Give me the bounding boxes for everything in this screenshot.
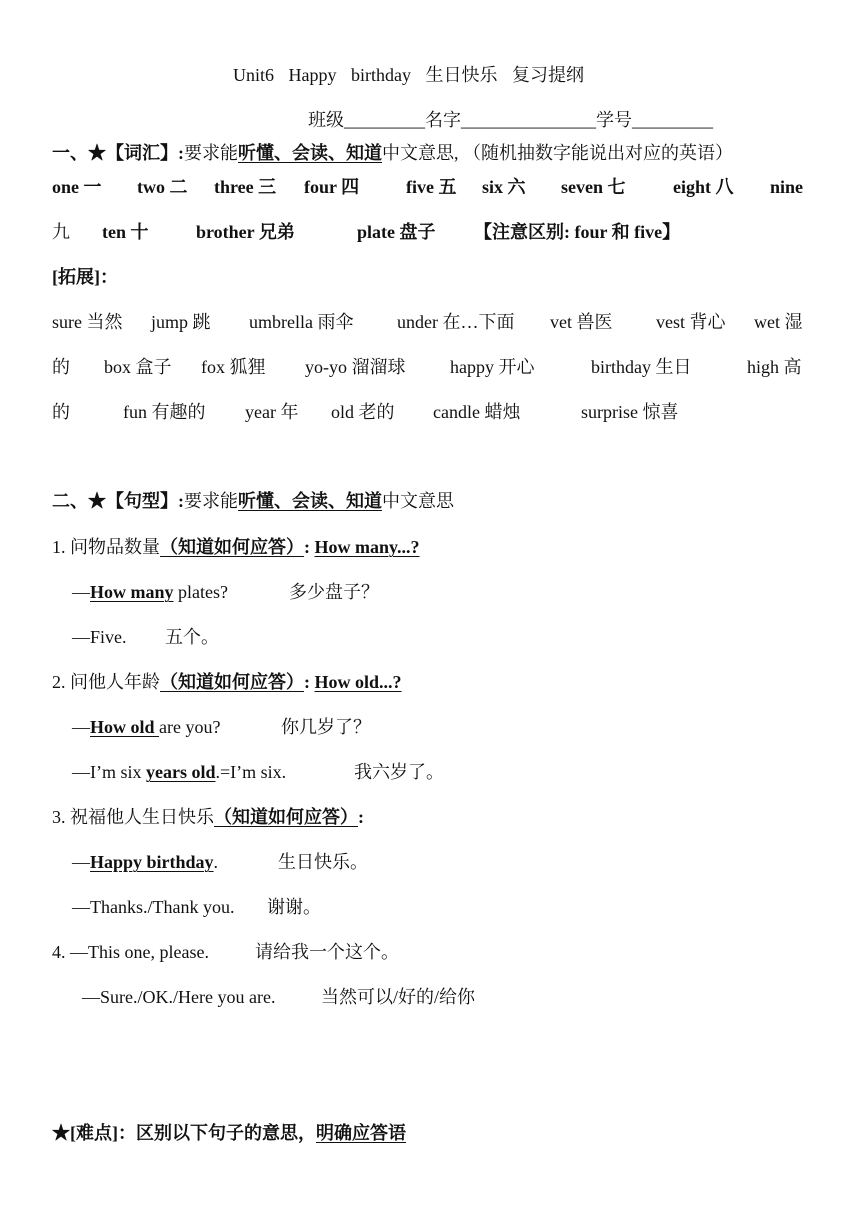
q2-pattern: How old...? [314,672,402,692]
vocab-word: ten 十 [102,222,149,242]
q1-line [52,536,420,558]
q2-answer-1-cn: 你几岁了？ [281,717,371,737]
q1-key: How many [90,582,174,602]
q1-rest: plates? [173,582,228,602]
q1-answer-2-cn: 五个。 [165,627,219,647]
class-field[interactable]: 班级_________ [308,110,425,130]
q1-pattern: How many...? [314,537,420,557]
q1-colon: : [304,537,310,557]
ext-word: candle 蜡烛 [433,402,521,422]
ext-word: box 盒子 [104,357,172,377]
section2-heading-line [52,490,454,512]
section1-intro-post: 中文意思, （随机抽数字能说出对应的英语） [382,143,733,163]
difficulty-heading: ★[难点]：区别以下句子的意思， [52,1123,316,1143]
ext-word: vest 背心 [656,312,726,332]
vocab-word: 九 [52,222,70,242]
number-field[interactable]: 学号_________ [596,110,713,130]
q3-number: 3. [52,807,66,827]
dash: — [72,582,90,602]
section2-heading: 二、★【句型】: [52,491,184,511]
section2-intro-post: 中文意思 [382,491,454,511]
ext-word: vet 兽医 [550,312,613,332]
q3-answer-2: —Thanks./Thank you. [72,897,235,917]
q2-number: 2. [52,672,66,692]
vocab-word: one 一 [52,177,102,197]
section2-intro-pre: 要求能 [184,491,238,511]
vocab-word: eight 八 [673,177,734,197]
q3-key: Happy birthday [90,852,214,872]
q2-a2-pre: —I’m six [72,762,146,782]
q3-colon: : [358,807,364,827]
ext-word: old 老的 [331,402,395,422]
q3-label: 祝福他人生日快乐 [70,807,214,827]
q1-label: 问物品数量 [70,537,160,557]
ext-word: year 年 [245,402,299,422]
q3-line [52,806,364,828]
q1-answer-1-cn: 多少盘子？ [289,582,379,602]
student-info-line [308,109,713,131]
q4-answer-2-cn: 当然可以/好的/给你 [321,987,476,1007]
section1-intro-emph: 听懂、会读、知道 [238,143,382,163]
ext-word: birthday 生日 [591,357,692,377]
q3-answer-1 [72,851,218,873]
q2-answer-2 [72,761,286,783]
vocab-word: brother 兄弟 [196,222,295,242]
ext-word: umbrella 雨伞 [249,312,354,332]
q2-answer-1 [72,716,220,738]
extension-heading: [拓展]： [52,267,118,287]
vocab-word: plate 盘子 [357,222,436,242]
q3-rest: . [213,852,219,872]
ext-word: 的 [52,402,70,422]
ext-word: under 在…下面 [397,312,515,332]
q3-answer-2-cn: 谢谢。 [267,897,321,917]
q3-answer-1-cn: 生日快乐。 [278,852,368,872]
q1-number: 1. [52,537,66,557]
ext-word: surprise 惊喜 [581,402,679,422]
q2-key: How old [90,717,160,737]
vocab-word: seven 七 [561,177,626,197]
vocab-word: two 二 [137,177,188,197]
q1-answer-1 [72,581,228,603]
dash: — [72,717,90,737]
name-field[interactable]: 名字_______________ [425,110,596,130]
vocab-word: four 四 [304,177,360,197]
q2-hint: （知道如何应答） [160,672,304,692]
difficulty-emph: 明确应答语 [316,1123,406,1143]
q2-a2-key: years old [146,762,216,782]
ext-word: high 高 [747,357,802,377]
q1-hint: （知道如何应答） [160,537,304,557]
document-title: Unit6 Happy birthday 生日快乐 复习提纲 [233,65,584,85]
ext-word: happy 开心 [450,357,535,377]
section2-intro-emph: 听懂、会读、知道 [238,491,382,511]
difficulty-heading-line [52,1122,406,1144]
section1-heading-line [52,142,733,164]
vocab-word: five 五 [406,177,457,197]
q4-line [52,941,209,963]
vocab-note: 【注意区别: four 和 five】 [474,222,681,242]
q2-colon: : [304,672,310,692]
q2-line [52,671,402,693]
vocab-word: nine [770,177,804,197]
ext-word: jump 跳 [151,312,211,332]
dash: — [72,852,90,872]
q2-label: 问他人年龄 [70,672,160,692]
ext-word: fox 狐狸 [201,357,266,377]
q4-answer-1: —This one, please. [70,942,209,962]
vocab-word: six 六 [482,177,526,197]
section1-heading: 一、★【词汇】: [52,143,184,163]
q2-answer-2-cn: 我六岁了。 [354,762,444,782]
q4-number: 4. [52,942,66,962]
section1-intro-pre: 要求能 [184,143,238,163]
ext-word: fun 有趣的 [123,402,206,422]
q4-answer-2: —Sure./OK./Here you are. [82,987,276,1007]
ext-word: 的 [52,357,70,377]
q2-rest: are you? [159,717,221,737]
ext-word: yo-yo 溜溜球 [305,357,406,377]
q2-a2-post: .=I’m six. [215,762,287,782]
ext-word: sure 当然 [52,312,123,332]
q4-answer-1-cn: 请给我一个这个。 [255,942,399,962]
q3-hint: （知道如何应答） [214,807,358,827]
q1-answer-2: —Five. [72,627,127,647]
ext-word: wet 湿 [754,312,803,332]
vocab-word: three 三 [214,177,277,197]
